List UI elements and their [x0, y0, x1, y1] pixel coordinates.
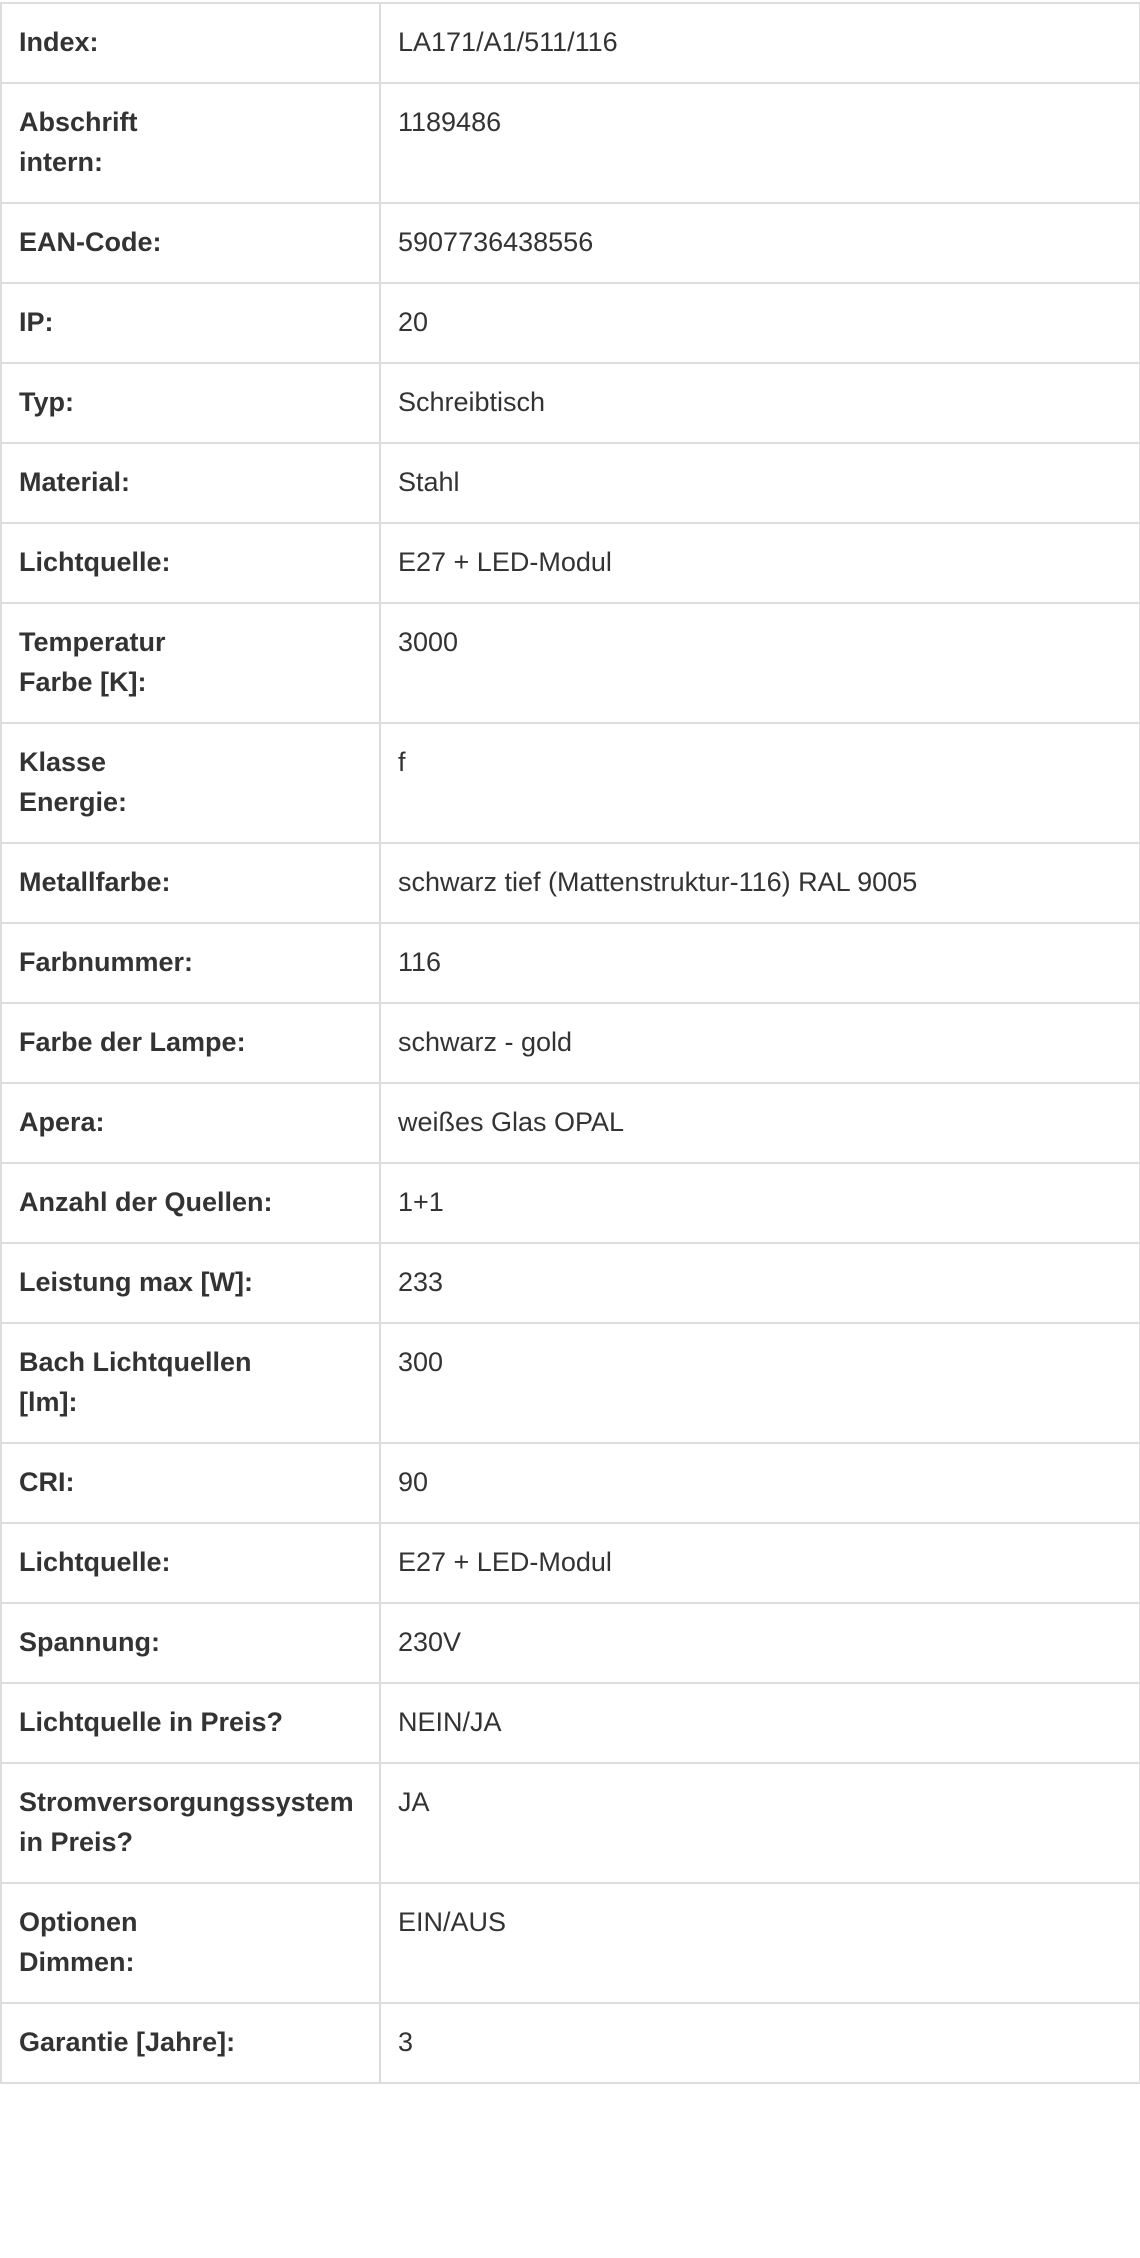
spec-value: NEIN/JA: [380, 1683, 1140, 1763]
spec-row-light-source-included: [1, 1683, 1140, 1763]
spec-value: Stahl: [380, 443, 1140, 523]
spec-label: Material:: [1, 443, 380, 523]
spec-label: Lichtquelle:: [1, 523, 380, 603]
spec-value: EIN/AUS: [380, 1883, 1140, 2003]
spec-value: JA: [380, 1763, 1140, 1883]
spec-label: Abschrift intern:: [1, 83, 380, 203]
spec-row-luminous-flux: [1, 1323, 1140, 1443]
spec-row-source-count: [1, 1163, 1140, 1243]
spec-label: Temperatur Farbe [K]:: [1, 603, 380, 723]
spec-label: CRI:: [1, 1443, 380, 1523]
spec-row-shade: [1, 1083, 1140, 1163]
spec-value: E27 + LED-Modul: [380, 1523, 1140, 1603]
spec-row-material: [1, 443, 1140, 523]
spec-value: 5907736438556: [380, 203, 1140, 283]
spec-label: EAN-Code:: [1, 203, 380, 283]
spec-value: f: [380, 723, 1140, 843]
spec-label: Farbe der Lampe:: [1, 1003, 380, 1083]
spec-value: 1189486: [380, 83, 1140, 203]
spec-value: 300: [380, 1323, 1140, 1443]
product-spec-table: [0, 2, 1140, 2084]
spec-value: weißes Glas OPAL: [380, 1083, 1140, 1163]
spec-row-dimming-options: [1, 1883, 1140, 2003]
spec-value: 1+1: [380, 1163, 1140, 1243]
spec-label: Bach Lichtquellen [lm]:: [1, 1323, 380, 1443]
spec-label: Optionen Dimmen:: [1, 1883, 380, 2003]
spec-label: Typ:: [1, 363, 380, 443]
spec-label: Apera:: [1, 1083, 380, 1163]
spec-row-energy-class: [1, 723, 1140, 843]
spec-label: Lichtquelle in Preis?: [1, 1683, 380, 1763]
spec-label: IP:: [1, 283, 380, 363]
spec-row-color-temperature: [1, 603, 1140, 723]
spec-value: 233: [380, 1243, 1140, 1323]
spec-row-index: [1, 3, 1140, 83]
spec-label: Index:: [1, 3, 380, 83]
spec-row-power-supply-included: [1, 1763, 1140, 1883]
spec-row-color-number: [1, 923, 1140, 1003]
spec-value: E27 + LED-Modul: [380, 523, 1140, 603]
spec-value: 90: [380, 1443, 1140, 1523]
spec-row-lamp-color: [1, 1003, 1140, 1083]
spec-row-light-source: [1, 523, 1140, 603]
spec-value: schwarz - gold: [380, 1003, 1140, 1083]
spec-value: 116: [380, 923, 1140, 1003]
spec-value: schwarz tief (Mattenstruktur-116) RAL 9005: [380, 843, 1140, 923]
spec-row-voltage: [1, 1603, 1140, 1683]
spec-label: Spannung:: [1, 1603, 380, 1683]
spec-label: Stromversorgungssystem in Preis?: [1, 1763, 380, 1883]
spec-row-ean-code: [1, 203, 1140, 283]
spec-label: Farbnummer:: [1, 923, 380, 1003]
spec-row-ip: [1, 283, 1140, 363]
spec-row-metal-color: [1, 843, 1140, 923]
spec-row-warranty: [1, 2003, 1140, 2083]
spec-label: Anzahl der Quellen:: [1, 1163, 380, 1243]
spec-table-body: [1, 3, 1140, 2083]
spec-value: Schreibtisch: [380, 363, 1140, 443]
spec-row-internal-copy: [1, 83, 1140, 203]
spec-row-cri: [1, 1443, 1140, 1523]
spec-label: Klasse Energie:: [1, 723, 380, 843]
spec-row-light-source-2: [1, 1523, 1140, 1603]
spec-value: 230V: [380, 1603, 1140, 1683]
spec-label: Metallfarbe:: [1, 843, 380, 923]
spec-value: 3: [380, 2003, 1140, 2083]
spec-label: Leistung max [W]:: [1, 1243, 380, 1323]
spec-value: LA171/A1/511/116: [380, 3, 1140, 83]
spec-row-type: [1, 363, 1140, 443]
spec-value: 20: [380, 283, 1140, 363]
spec-value: 3000: [380, 603, 1140, 723]
spec-row-max-power: [1, 1243, 1140, 1323]
spec-label: Lichtquelle:: [1, 1523, 380, 1603]
spec-label: Garantie [Jahre]:: [1, 2003, 380, 2083]
